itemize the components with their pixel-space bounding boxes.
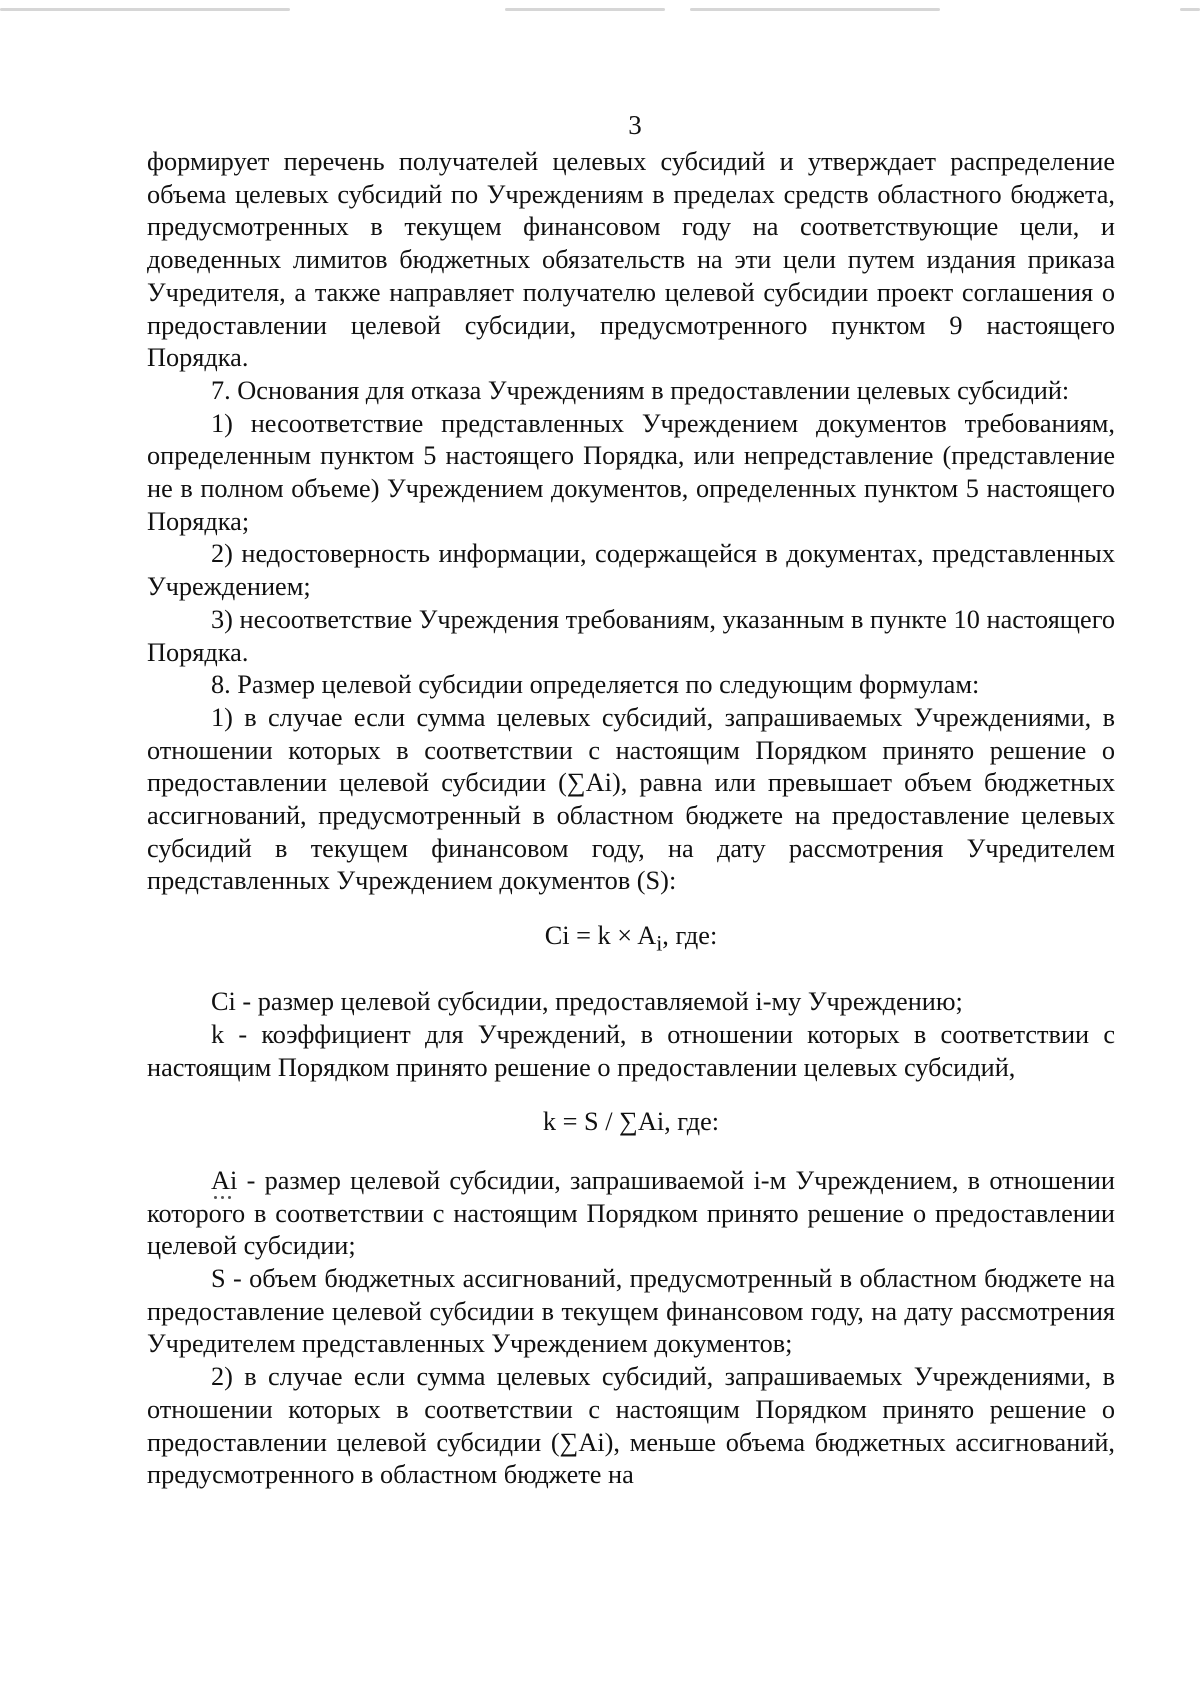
paragraph-subitem-3: 3) несоответствие Учреждения требованиям, указанным в пункте 10 настоящего Порядка. xyxy=(147,604,1115,667)
document-body xyxy=(147,146,1115,1492)
scan-smudge xyxy=(690,8,940,11)
scan-smudge xyxy=(1180,8,1200,11)
paragraph-subitem-2: 2) недостоверность информации, содержащейся в документах, представленных Учреждением; xyxy=(147,539,1115,602)
scan-dot xyxy=(228,1196,231,1199)
definition-ci: Ci - размер целевой субсидии, предоставляемой i-му Учреждению; xyxy=(211,987,963,1017)
definition-k: k - коэффициент для Учреждений, в отношении которых в соответствии с настоящим Порядком принято решение о предоставлении целевых субсидий, xyxy=(147,1019,1115,1082)
definition-ai: Ai - размер целевой субсидии, запрашиваемой i-м Учреждением, в отношении которого в соответствии с настоящим Порядком принято решение о предоставлении целевой субсидии; xyxy=(147,1165,1115,1261)
paragraph-item-7: 7. Основания для отказа Учреждениям в предоставлении целевых субсидий: xyxy=(211,375,1070,405)
formula-ci xyxy=(147,920,1115,960)
paragraph-case-2: 2) в случае если сумма целевых субсидий, запрашиваемых Учреждениями, в отношении которых в соответствии с настоящим Порядком принято решение о предоставлении целевой субсидии (∑Ai), меньше объема бюджетных ассигнований, предусмотренного в областном бюджете на xyxy=(147,1362,1115,1490)
scan-dot xyxy=(221,1196,224,1199)
paragraph-continuation: формирует перечень получателей целевых субсидий и утверждает распределение объема целевых субсидий по Учреждениям в пределах средств областного бюджета, предусмотренных в текущем финансовом году на соответствующие цели, и доведенных лимитов бюджетных обязательств на эти цели путем издания приказа Учредителя, а также направляет получателю целевой субсидии проект соглашения о предоставлении целевой субсидии, предусмотренного пунктом 9 настоящего Порядка. xyxy=(147,147,1115,373)
paragraph-subitem-1: 1) несоответствие представленных Учреждением документов требованиям, определенным пунктом 5 настоящего Порядка, или непредставление (представление не в полном объеме) Учреждением документов, определенных пунктом 5 настоящего Порядка; xyxy=(147,408,1115,536)
formula-k: k = S / ∑Ai, где: xyxy=(542,1107,720,1137)
scan-smudge xyxy=(0,8,290,11)
paragraph-item-8: 8. Размер целевой субсидии определяется по следующим формулам: xyxy=(211,670,980,700)
formula-ci-subscript: i xyxy=(656,930,663,956)
paragraph-case-1: 1) в случае если сумма целевых субсидий, запрашиваемых Учреждениями, в отношении которых в соответствии с настоящим Порядком принято решение о предоставлении целевой субсидии (∑Ai), равна или превышает объем бюджетных ассигнований, предусмотренный в областном бюджете на предоставление целевых субсидий в текущем финансовом году, на дату рассмотрения Учредителем представленных Учреждением документов (S): xyxy=(147,702,1115,896)
page-number: 3 xyxy=(628,110,642,140)
scan-dot xyxy=(214,1196,217,1199)
scan-speck xyxy=(214,1196,232,1200)
scan-edge-artifacts xyxy=(0,0,1200,22)
formula-ci-tail: , где: xyxy=(662,921,718,951)
formula-ci-main: Ci = k × A xyxy=(544,921,657,951)
definition-s: S - объем бюджетных ассигнований, предусмотренный в областном бюджете на предоставление целевой субсидии в текущем финансовом году, на дату рассмотрения Учредителем представленных Учреждением документов; xyxy=(147,1264,1115,1359)
scan-smudge xyxy=(505,8,665,11)
